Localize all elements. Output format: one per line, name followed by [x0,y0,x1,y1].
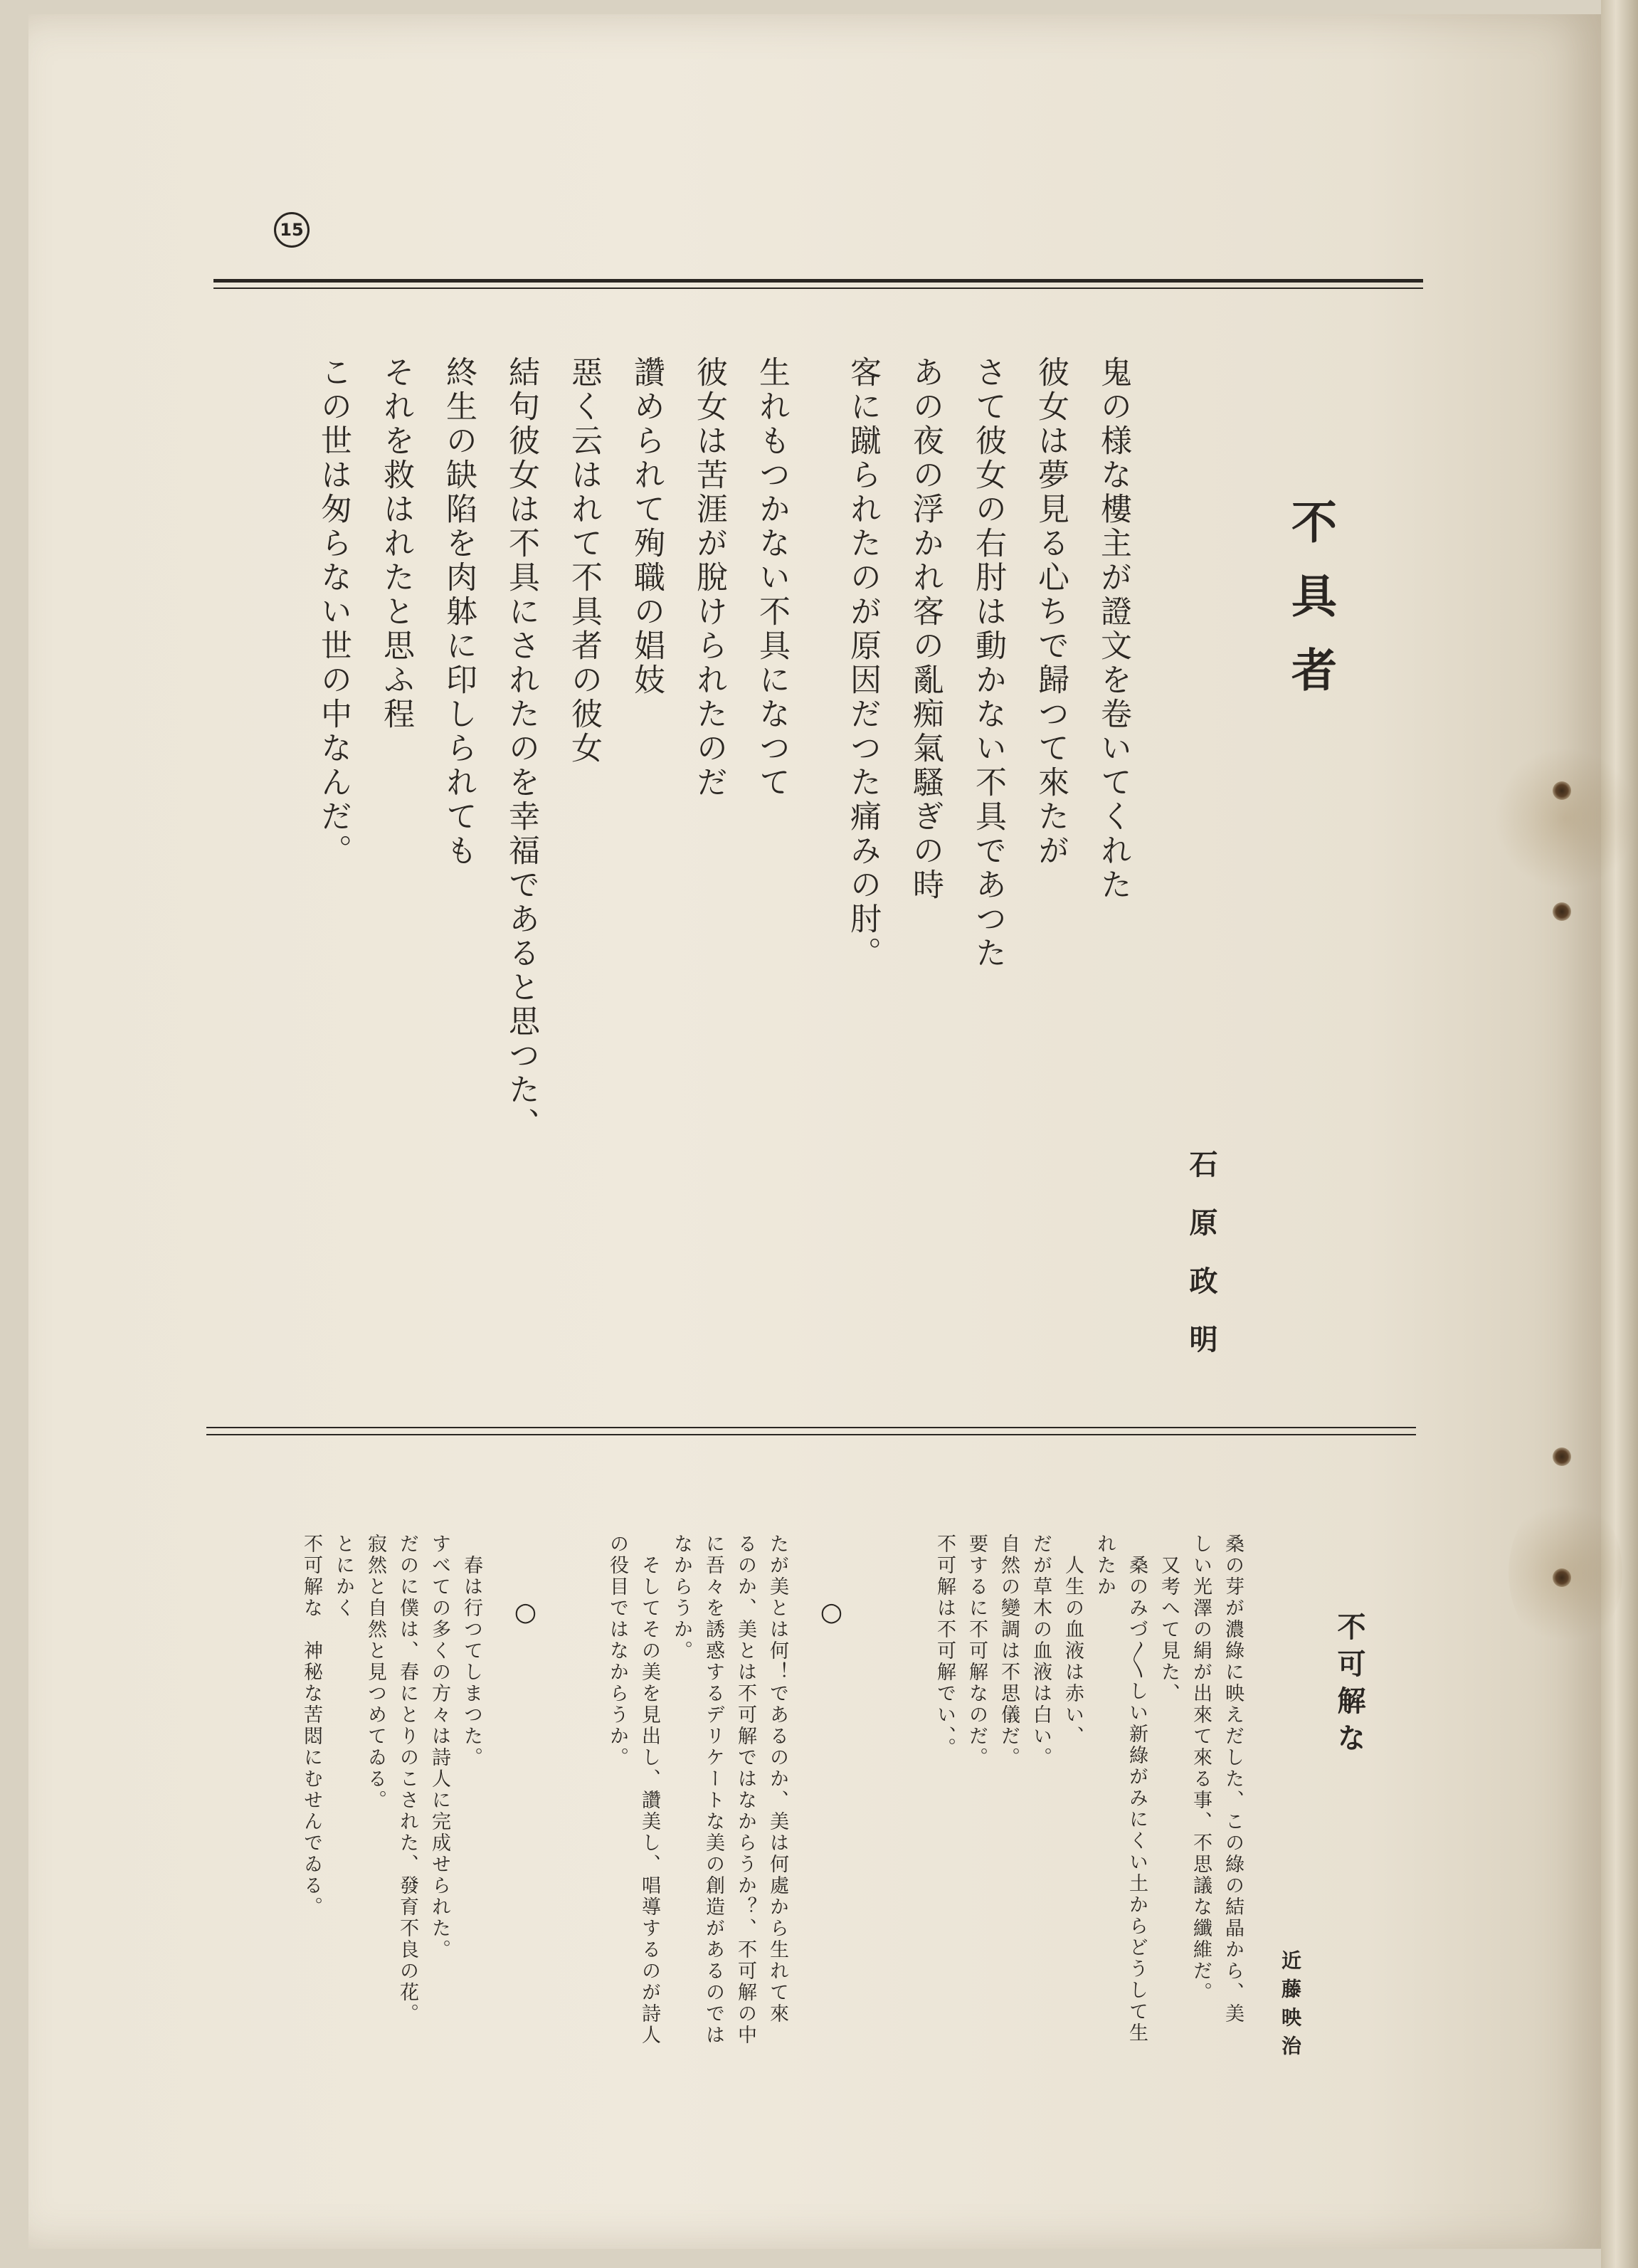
poem-line: 鬼の様な樓主が證文を卷いてくれた [1095,356,1131,902]
poem-line: 結句彼女は不具にされたのを幸福であると思つた、 [503,356,539,1141]
prose-line: れたか [1094,1534,1116,1598]
document-page [28,14,1601,2249]
prose-line: 不可解な 神秘な苦悶にむせんでゐる。 [300,1534,322,1918]
poem-line: 惡く云はれて不具者の彼女 [566,356,602,766]
poem-author: 石原政明 [1185,1149,1218,1383]
page-number: 15 [274,212,310,248]
poem-line: それを救はれたと思ふ程 [378,356,414,732]
prose-line: 桑の芽が濃綠に映えだした、この綠の結晶から、美 [1222,1534,1244,2025]
prose-line: しい光澤の絹が出來て來る事、不思議な纖維だ。 [1190,1534,1212,2003]
prose-line: たが美とは何！であるのか、美は何處から生れて來 [766,1534,788,2025]
prose-line: なからうか。 [670,1534,692,1662]
page-edge [1601,0,1638,2268]
poem-line: 生れもつかない不具になつて [754,356,790,800]
prose-line: 自然の變調は不思儀だ。 [998,1534,1020,1768]
prose-line: 要するに不可解なのだ。 [966,1534,988,1768]
binding-hole [1553,1447,1571,1466]
poem-title: 不可解な [1333,1612,1366,1760]
prose-line: そしてその美を見出し、讚美し、唱導するのが詩人 [638,1555,660,2046]
stain-mark [1494,747,1637,890]
prose-line: 寂然と自然と見つめてゐる。 [364,1534,386,1811]
top-rule [213,279,1423,283]
binding-hole [1553,902,1571,921]
prose-line: すべての多くの方々は詩人に完成せられた。 [428,1534,450,1961]
prose-line: るのか、美とは不可解ではなからうか？、不可解の中 [734,1534,756,2046]
prose-line: に吾々を誘惑するデリケートな美の創造があるのでは [702,1534,724,2046]
prose-line: 桑のみづ〳〵しい新綠がみにくい土からどうして生 [1126,1555,1148,2044]
prose-line: とにかく [332,1534,354,1619]
poem-line: 彼女は苦涯が脫けられたのだ [691,356,727,800]
binding-hole [1553,1568,1571,1587]
poem-title: 不具者 [1284,498,1337,720]
binding-hole [1553,781,1571,800]
section-separator: ○ [511,1598,540,1627]
prose-line: 春は行つてしまつた。 [460,1555,482,1768]
poem-line: あの夜の浮かれ客の亂痴氣騷ぎの時 [907,356,944,902]
poem-line: 客に蹴られたのが原因だつた痛みの肘。 [845,356,881,971]
prose-line: 人生の血液は赤い、 [1062,1555,1084,1747]
poem-line: さて彼女の右肘は動かない不具であつた [970,356,1006,971]
middle-rule-2 [206,1434,1416,1435]
prose-line: 又考へて見た、 [1158,1555,1180,1704]
prose-line: 不可解は不可解でい、。 [934,1534,956,1759]
prose-line: の役目ではなからうか。 [606,1534,628,1768]
poem-line: 終生の缺陷を肉躰に印しられても [440,356,477,868]
poem-line: この世は匆らない世の中なんだ。 [315,356,352,868]
top-rule-thin [213,288,1423,289]
prose-line: だが草木の血液は白い。 [1030,1534,1052,1768]
middle-rule [206,1427,1416,1428]
poem-line: 彼女は夢見る心ちで歸つて來たが [1032,356,1069,868]
section-separator: ○ [817,1598,846,1627]
poem-author: 近藤映治 [1279,1950,1302,2064]
poem-line: 讚められて殉職の娼妓 [628,356,665,697]
prose-line: だのに僕は、春にとりのこされた、發育不良の花。 [396,1534,418,2025]
